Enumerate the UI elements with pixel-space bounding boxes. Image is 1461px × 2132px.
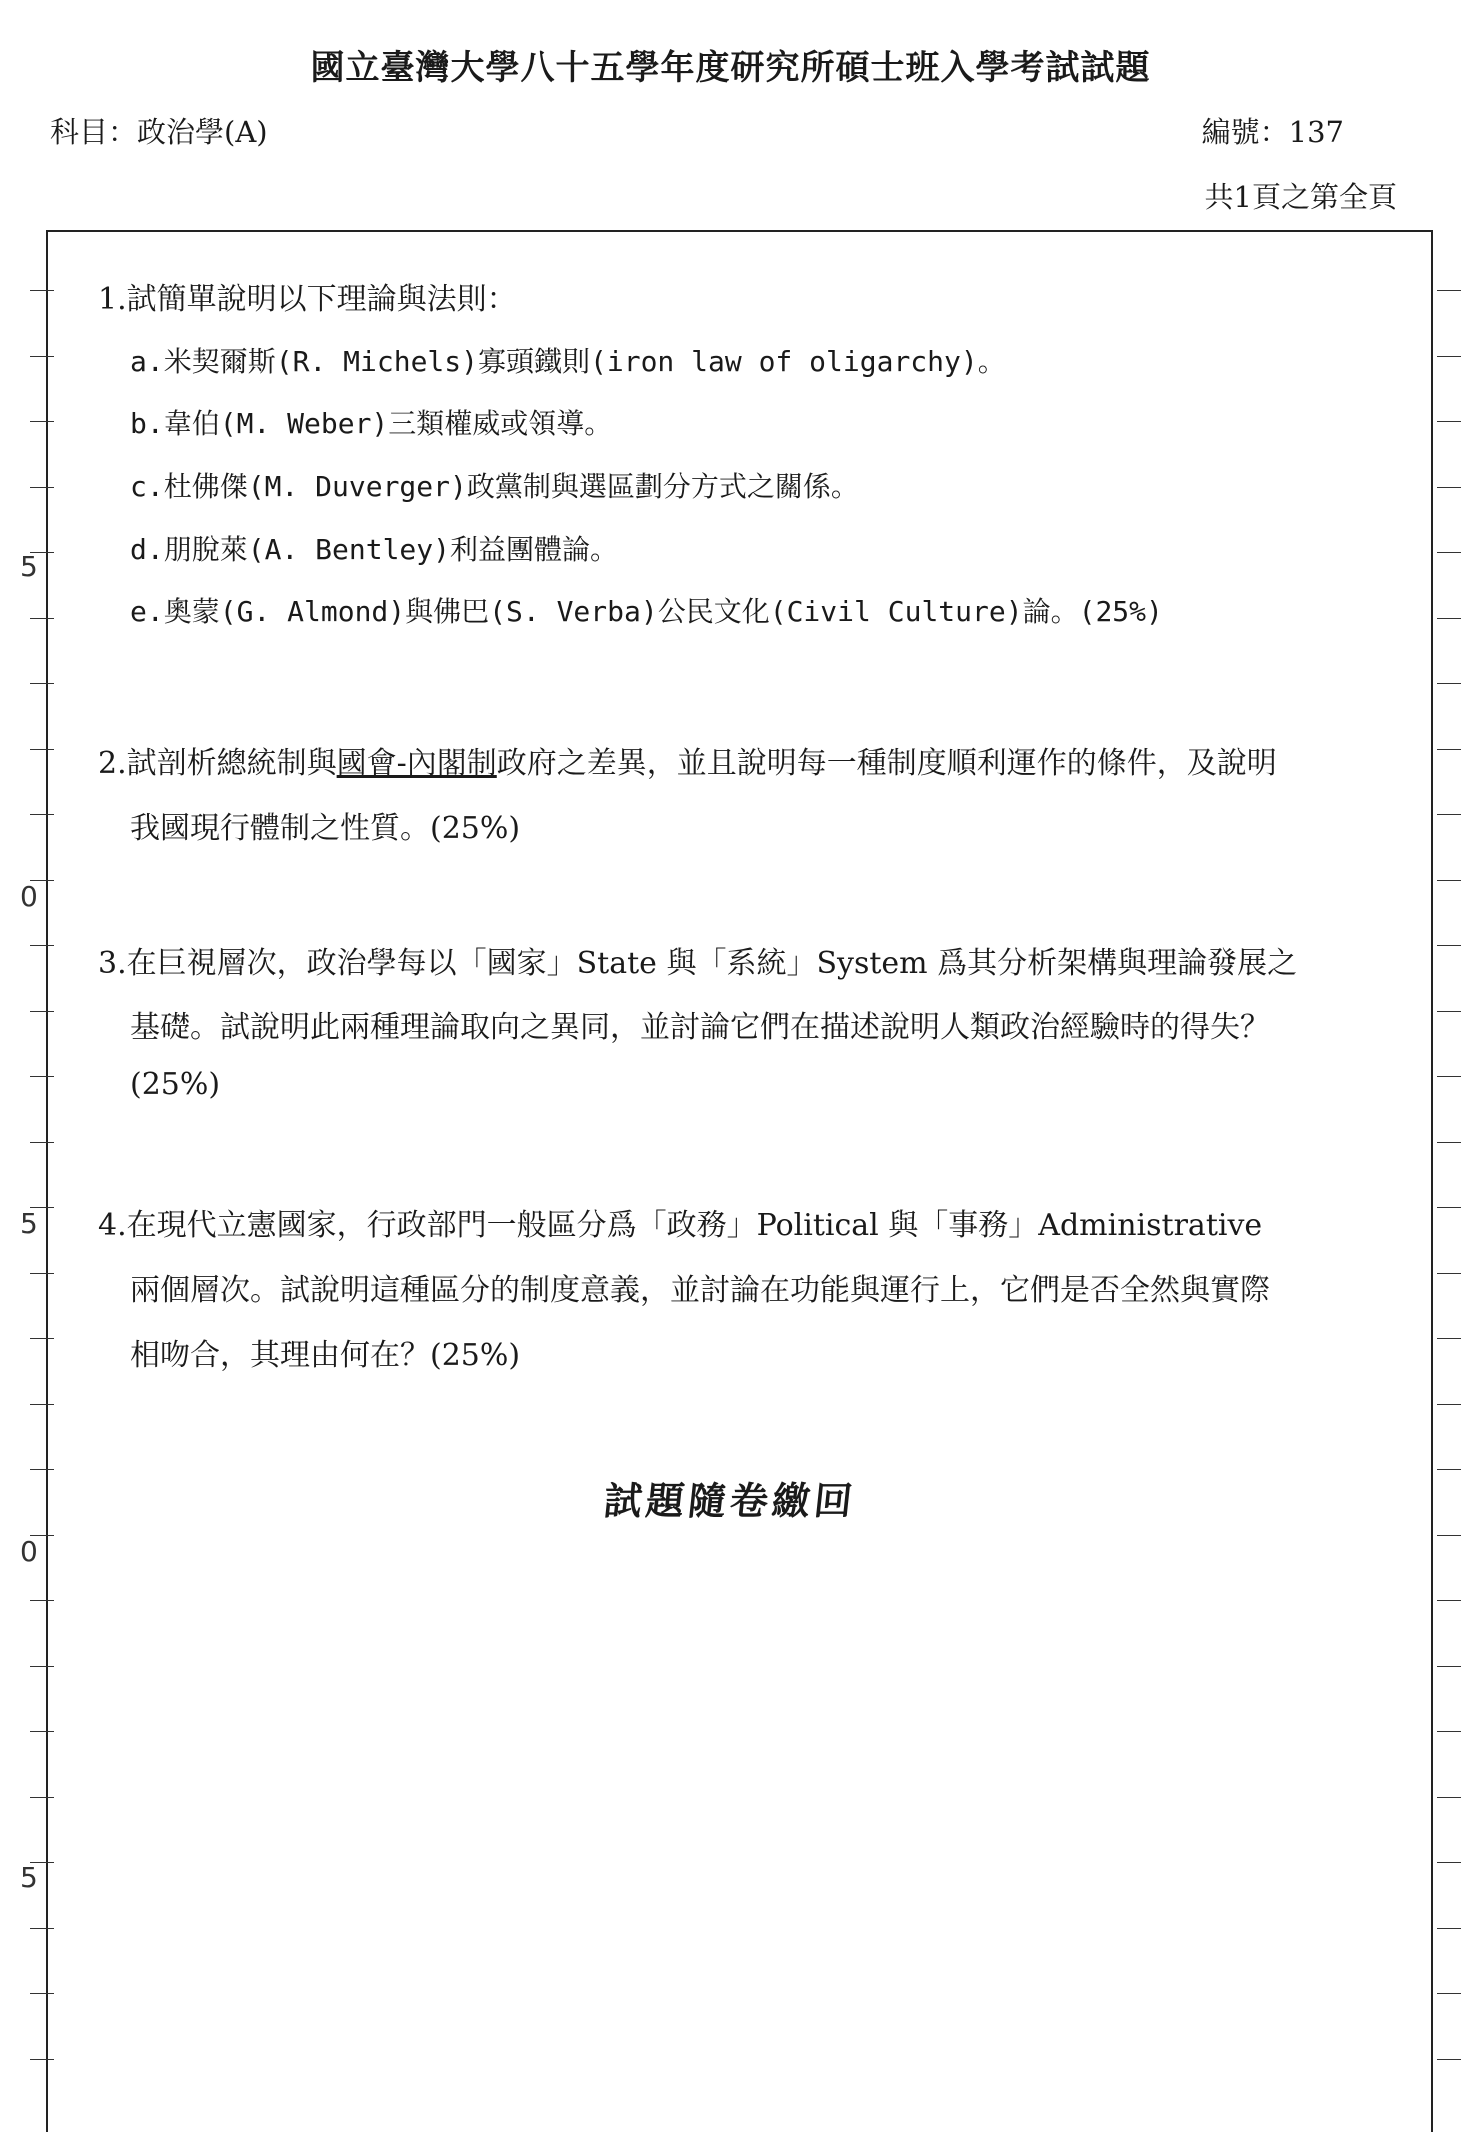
ruler-tick <box>1437 1011 1461 1012</box>
margin-marker: 5 <box>20 1861 38 1894</box>
ruler-tick <box>1437 1928 1461 1929</box>
subject-label: 科目：政治學(A) <box>50 115 268 149</box>
ruler-tick <box>1437 880 1461 881</box>
ruler-tick <box>1437 1142 1461 1143</box>
margin-marker: 0 <box>20 880 38 913</box>
exam-title: 國立臺灣大學八十五學年度研究所碩士班入學考試試題 <box>310 48 1151 88</box>
left-margin-ruler <box>20 0 44 2111</box>
question-1-item-b: b.韋伯(M. Weber)三類權威或領導。 <box>130 407 613 440</box>
ruler-tick <box>30 1993 54 1994</box>
ruler-tick <box>30 1862 54 1863</box>
page-count: 共1頁之第全頁 <box>1204 180 1397 214</box>
ruler-tick <box>1437 814 1461 815</box>
ruler-tick <box>30 2059 54 2060</box>
answer-frame <box>46 230 1433 2132</box>
question-2-text-a: 2.試剖析總統制與 <box>98 746 337 781</box>
ruler-tick <box>1437 683 1461 684</box>
question-4-line-3: 相吻合，其理由何在？(25%) <box>130 1338 521 1373</box>
ruler-tick <box>30 1600 54 1601</box>
ruler-tick <box>30 618 54 619</box>
question-3-line-3: (25%) <box>130 1067 221 1102</box>
question-4-line-1: 4.在現代立憲國家，行政部門一般區分爲「政務」Political 與「事務」Administrative <box>98 1208 1263 1243</box>
ruler-tick <box>30 1928 54 1929</box>
question-3-line-1: 3.在巨視層次，政治學每以「國家」State 與「系統」System 爲其分析架構與理論發展之 <box>98 946 1298 981</box>
question-2-text-b: 政府之差異，並且說明每一種制度順利運作的條件，及說明 <box>496 746 1277 781</box>
ruler-tick <box>30 1273 54 1274</box>
exam-code: 編號：137 <box>1201 115 1344 149</box>
ruler-tick <box>1437 1273 1461 1274</box>
question-2-line-2: 我國現行體制之性質。(25%) <box>130 811 521 846</box>
right-margin-ruler <box>1437 0 1461 2111</box>
ruler-tick <box>1437 421 1461 422</box>
margin-marker: 5 <box>20 1207 38 1240</box>
ruler-tick <box>1437 552 1461 553</box>
ruler-tick <box>30 1535 54 1536</box>
ruler-tick <box>30 1011 54 1012</box>
ruler-tick <box>30 1731 54 1732</box>
ruler-tick <box>1437 1207 1461 1208</box>
question-1-item-d: d.朋脫萊(A. Bentley)利益團體論。 <box>130 533 619 566</box>
ruler-tick <box>1437 945 1461 946</box>
ruler-tick <box>30 487 54 488</box>
question-1-item-c: c.杜佛傑(M. Duverger)政黨制與選區劃分方式之關係。 <box>130 470 859 503</box>
question-2-underlined: 國會-內閣制 <box>336 746 497 781</box>
margin-marker: 0 <box>20 1535 38 1568</box>
ruler-tick <box>1437 1993 1461 1994</box>
ruler-tick <box>30 814 54 815</box>
ruler-tick <box>30 683 54 684</box>
ruler-tick <box>30 945 54 946</box>
ruler-tick <box>1437 1076 1461 1077</box>
ruler-tick <box>1437 618 1461 619</box>
ruler-tick <box>30 552 54 553</box>
ruler-tick <box>1437 1535 1461 1536</box>
ruler-tick <box>1437 1862 1461 1863</box>
ruler-tick <box>1437 2059 1461 2060</box>
ruler-tick <box>30 1142 54 1143</box>
ruler-tick <box>1437 1666 1461 1667</box>
question-2-line-1 <box>98 738 1277 782</box>
question-1-lead: 1.試簡單說明以下理論與法則： <box>98 282 517 317</box>
ruler-tick <box>30 749 54 750</box>
ruler-tick <box>30 1666 54 1667</box>
ruler-tick <box>30 421 54 422</box>
question-3-line-2: 基礎。試說明此兩種理論取向之異同，並討論它們在描述說明人類政治經驗時的得失？ <box>130 1010 1270 1045</box>
ruler-tick <box>1437 487 1461 488</box>
ruler-tick <box>1437 1731 1461 1732</box>
ruler-tick <box>30 1076 54 1077</box>
ruler-tick <box>30 1404 54 1405</box>
ruler-tick <box>1437 290 1461 291</box>
margin-marker: 5 <box>20 550 38 583</box>
ruler-tick <box>30 880 54 881</box>
ruler-tick <box>1437 356 1461 357</box>
ruler-tick <box>1437 1797 1461 1798</box>
ruler-tick <box>1437 1338 1461 1339</box>
ruler-tick <box>1437 1404 1461 1405</box>
ruler-tick <box>30 356 54 357</box>
question-1-item-a: a.米契爾斯(R. Michels)寡頭鐵則(iron law of oligarchy)。 <box>130 345 1006 378</box>
return-with-paper-stamp: 試題隨卷繳回 <box>601 1478 859 1523</box>
ruler-tick <box>1437 749 1461 750</box>
question-1-item-e: e.奧蒙(G. Almond)與佛巴(S. Verba)公民文化(Civil Culture)論。(25%) <box>130 595 1163 628</box>
ruler-tick <box>30 1797 54 1798</box>
ruler-tick <box>30 1338 54 1339</box>
question-4-line-2: 兩個層次。試說明這種區分的制度意義，並討論在功能與運行上，它們是否全然與實際 <box>130 1273 1270 1308</box>
ruler-tick <box>1437 1600 1461 1601</box>
ruler-tick <box>30 1207 54 1208</box>
ruler-tick <box>30 290 54 291</box>
